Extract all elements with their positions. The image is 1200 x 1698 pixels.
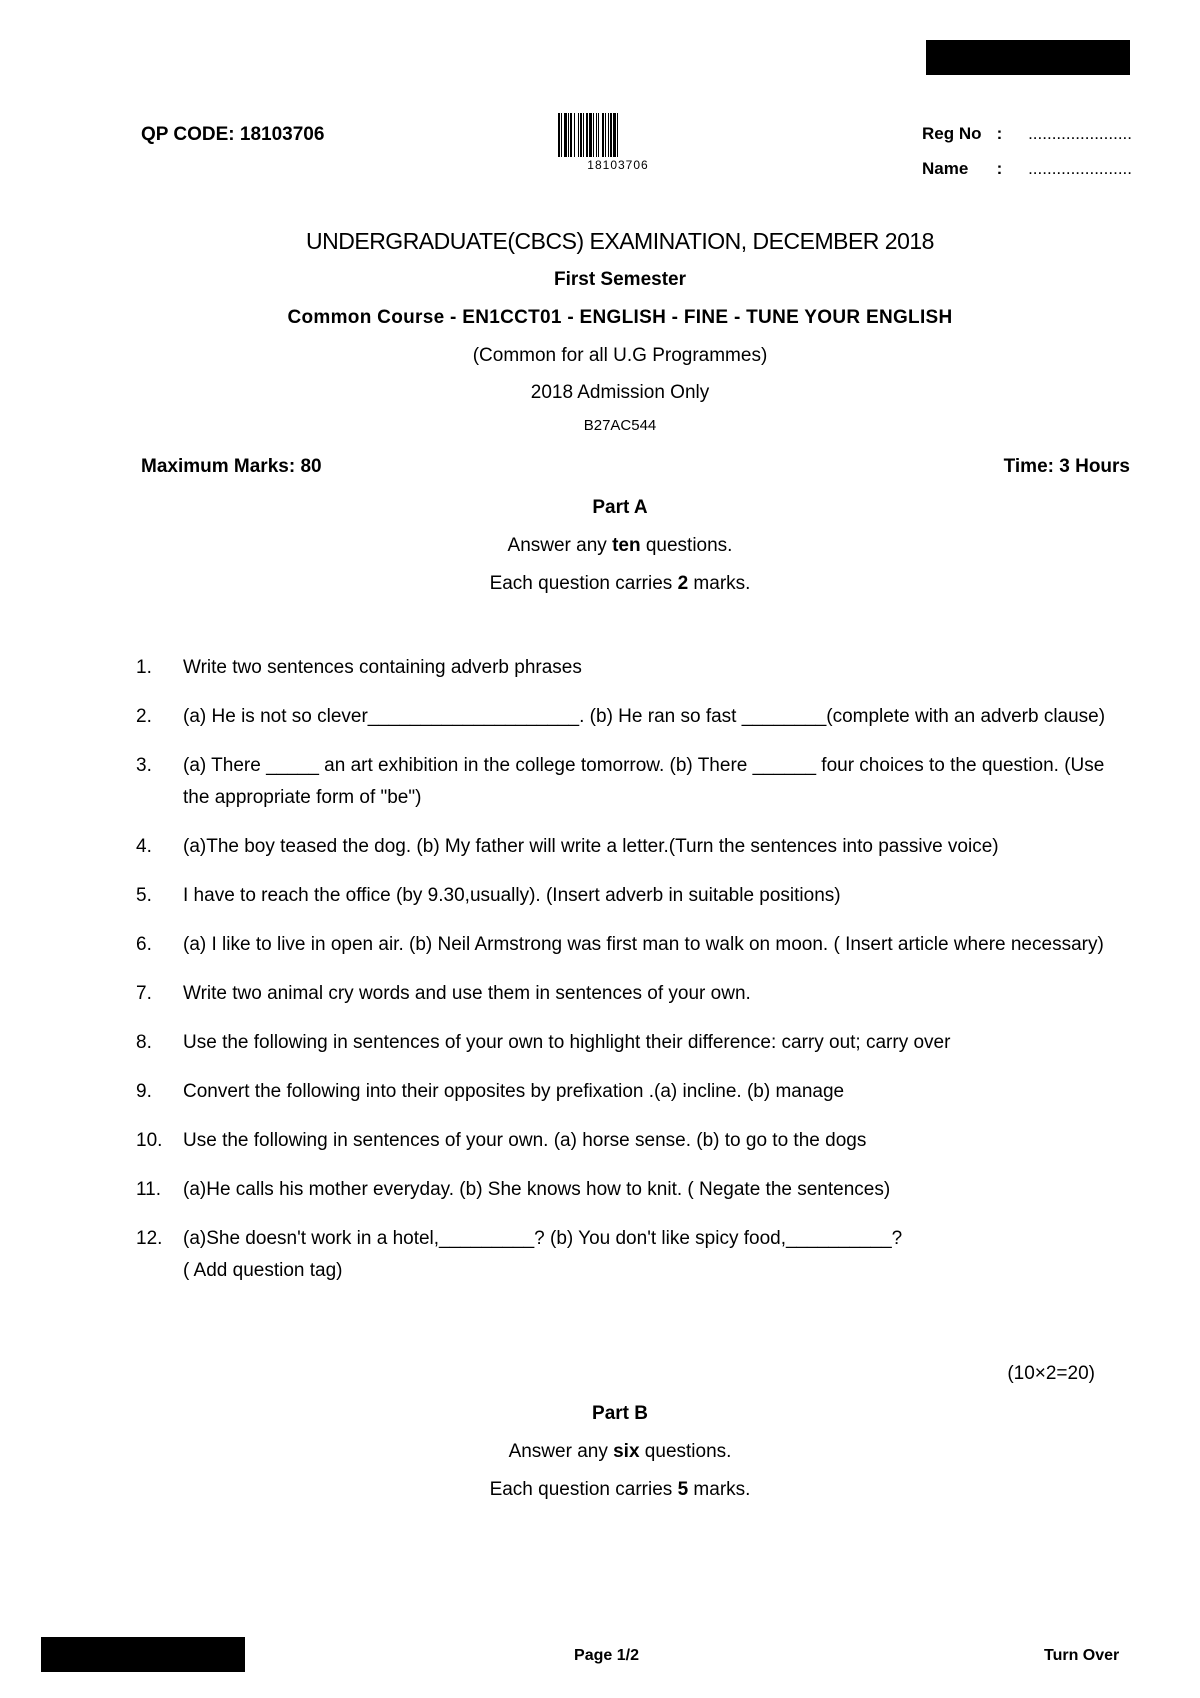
- redaction-box-top: [926, 40, 1130, 75]
- barcode-icon: [558, 113, 678, 157]
- name-colon: :: [996, 159, 1003, 178]
- name-label: Name: [922, 159, 969, 178]
- instr-text: questions.: [640, 535, 733, 556]
- exam-code: B27AC544: [583, 417, 657, 434]
- question-number: 10.: [136, 1130, 163, 1151]
- part-b-instruction-2: [0, 1479, 1200, 1501]
- question-item: [136, 1223, 1136, 1287]
- name-blank: ......................: [1028, 159, 1132, 178]
- instr-text: Each question carries: [489, 573, 678, 594]
- barcode-number: 18103706: [587, 158, 649, 172]
- max-marks: Maximum Marks: 80: [141, 456, 322, 477]
- question-text: (a) There _____ an art exhibition in the college tomorrow. (b) There ______ four choices to the question. (Use the appropriate form of "be"): [183, 755, 1105, 808]
- turn-over: Turn Over: [1044, 1647, 1120, 1664]
- question-number: 3.: [136, 755, 152, 776]
- question-text: Write two animal cry words and use them in sentences of your own.: [183, 983, 751, 1004]
- question-text: I have to reach the office (by 9.30,usually). (Insert adverb in suitable positions): [183, 885, 841, 906]
- exam-semester: First Semester: [553, 269, 686, 290]
- registration-block: [922, 124, 1132, 194]
- part-a-instruction-2: [0, 573, 1200, 595]
- question-item: [136, 750, 1136, 814]
- part-a-marks: (10×2=20): [1007, 1363, 1095, 1384]
- question-text: (a) I like to live in open air. (b) Neil Armstrong was first man to walk on moon. ( Insert article where necessary): [183, 934, 1104, 955]
- question-text: (a)The boy teased the dog. (b) My father will write a letter.(Turn the sentences into passive voice): [183, 836, 999, 857]
- reg-no-colon: :: [996, 124, 1003, 143]
- exam-common-for: (Common for all U.G Programmes): [472, 345, 768, 366]
- question-number: 2.: [136, 706, 152, 727]
- instr-text: Answer any: [508, 1441, 614, 1462]
- question-text-line-2: ( Add question tag): [183, 1260, 343, 1281]
- instr-text: marks.: [688, 1479, 751, 1500]
- question-item: [136, 1174, 1136, 1206]
- question-text: (a) He is not so clever____________________. (b) He ran so fast ________(complete with an adverb clause): [183, 706, 1106, 727]
- instr-text: questions.: [639, 1441, 732, 1462]
- question-number: 8.: [136, 1032, 152, 1053]
- part-a-instruction-1: [0, 535, 1200, 557]
- question-text: Convert the following into their opposites by prefixation .(a) incline. (b) manage: [183, 1081, 845, 1102]
- barcode: [558, 113, 678, 172]
- instr-text: Each question carries: [489, 1479, 678, 1500]
- question-number: 12.: [136, 1228, 163, 1249]
- name-row: [922, 159, 1132, 194]
- question-item: [136, 1125, 1136, 1157]
- exam-course: Common Course - EN1CCT01 - ENGLISH - FINE - TUNE YOUR ENGLISH: [287, 307, 953, 328]
- question-item: [136, 880, 1136, 912]
- question-item: [136, 652, 1136, 684]
- reg-no-blank: ......................: [1028, 124, 1132, 143]
- question-number: 7.: [136, 983, 152, 1004]
- question-text: Use the following in sentences of your own. (a) horse sense. (b) to go to the dogs: [183, 1130, 867, 1151]
- question-number: 9.: [136, 1081, 152, 1102]
- instr-bold: ten: [612, 535, 641, 556]
- part-b-instruction-1: [0, 1441, 1200, 1463]
- question-text-block: [183, 1223, 1136, 1287]
- question-item: [136, 831, 1136, 863]
- question-number: 5.: [136, 885, 152, 906]
- question-item: [136, 978, 1136, 1010]
- question-item: [136, 929, 1136, 961]
- instr-bold: 5: [677, 1479, 689, 1500]
- question-number: 1.: [136, 657, 152, 678]
- question-text: (a)He calls his mother everyday. (b) She knows how to knit. ( Negate the sentences): [183, 1179, 891, 1200]
- instr-bold: 2: [677, 573, 689, 594]
- page-number: Page 1/2: [574, 1647, 639, 1664]
- exam-admission: 2018 Admission Only: [530, 382, 710, 403]
- question-text: (a)She doesn't work in a hotel,_________? (b) You don't like spicy food,__________?: [183, 1228, 903, 1249]
- reg-no-label: Reg No: [922, 124, 982, 143]
- question-item: [136, 1076, 1136, 1108]
- question-item: [136, 1027, 1136, 1059]
- question-number: 4.: [136, 836, 152, 857]
- exam-time: Time: 3 Hours: [1003, 456, 1130, 477]
- exam-title: UNDERGRADUATE(CBCS) EXAMINATION, DECEMBER 2018: [306, 228, 934, 254]
- question-text: Write two sentences containing adverb phrases: [183, 657, 582, 678]
- part-a-heading: Part A: [592, 497, 648, 518]
- question-item: [136, 701, 1136, 733]
- qp-code: QP CODE: 18103706: [141, 124, 325, 145]
- question-number: 11.: [136, 1179, 162, 1200]
- reg-no-row: [922, 124, 1132, 159]
- part-b-heading: Part B: [592, 1403, 648, 1424]
- instr-text: Answer any: [507, 535, 613, 556]
- instr-text: marks.: [688, 573, 751, 594]
- question-text: Use the following in sentences of your own to highlight their difference: carry out; carry over: [183, 1032, 951, 1053]
- instr-bold: six: [613, 1441, 640, 1462]
- question-list: [136, 652, 1136, 1304]
- question-number: 6.: [136, 934, 152, 955]
